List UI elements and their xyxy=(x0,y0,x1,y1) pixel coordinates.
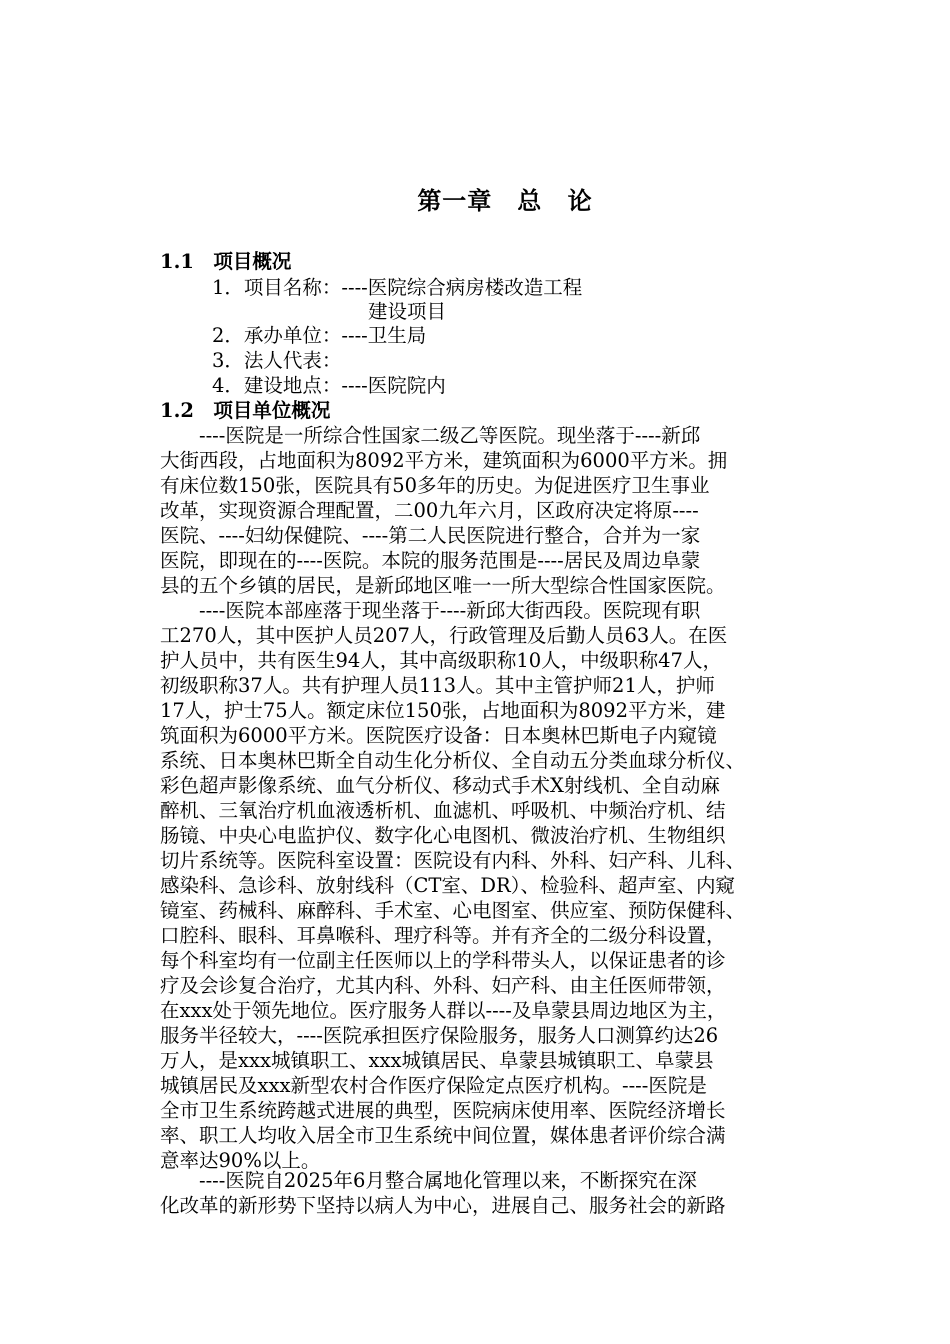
body-line: 疗及会诊复合治疗，尤其内科、外科、妇产科、由主任医师带领， xyxy=(160,974,726,997)
body-line: ----医院是一所综合性国家二级乙等医院。现坐落于----新邱 xyxy=(160,424,701,447)
body-line: 彩色超声影像系统、血气分析仪、移动式手术X射线机、全自动麻 xyxy=(160,774,720,797)
body-line: 镜室、药械科、麻醉科、手术室、心电图室、供应室、预防保健科、 xyxy=(160,899,746,922)
body-line: 护人员中，共有医生94人，其中高级职称10人，中级职称47人， xyxy=(160,649,722,672)
body-line: 口腔科、眼科、耳鼻喉科、理疗科等。并有齐全的二级分科设置， xyxy=(160,924,726,947)
body-line: 每个科室均有一位副主任医师以上的学科带头人，以保证患者的诊 xyxy=(160,949,726,972)
item-location: 4．建设地点：----医院院内 xyxy=(212,374,446,397)
body-line: 大街西段，占地面积为8092平方米，建筑面积为6000平方米。拥 xyxy=(160,449,728,472)
body-line: 全市卫生系统跨越式进展的典型，医院病床使用率、医院经济增长 xyxy=(160,1099,726,1122)
body-line: 17人，护士75人。额定床位150张，占地面积为8092平方米，建 xyxy=(160,699,726,722)
body-line: 醉机、三氧治疗机血液透析机、血滤机、呼吸机、中频治疗机、结 xyxy=(160,799,726,822)
body-line: 率、职工人均收入居全市卫生系统中间位置，媒体患者评价综合满 xyxy=(160,1124,726,1147)
item-project-name-cont: 建设项目 xyxy=(368,300,447,323)
body-line: 城镇居民及xxx新型农村合作医疗保险定点医疗机构。----医院是 xyxy=(160,1074,707,1097)
body-line: 切片系统等。医院科室设置：医院设有内科、外科、妇产科、儿科、 xyxy=(160,849,746,872)
body-line: 初级职称37人。共有护理人员113人。其中主管护师21人，护师 xyxy=(160,674,715,697)
item-organizer: 2．承办单位：----卫生局 xyxy=(212,324,427,347)
body-line: 化改革的新形势下坚持以病人为中心，进展自己、服务社会的新路 xyxy=(160,1194,726,1217)
body-line: 感染科、急诊科、放射线科（CT室、DR）、检验科、超声室、内窥 xyxy=(160,874,735,897)
section-heading-1-1: 1.1 项目概况 xyxy=(160,250,292,273)
chapter-title: 第一章 总 论 xyxy=(417,186,593,215)
body-line: 万人，是xxx城镇职工、xxx城镇居民、阜蒙县城镇职工、阜蒙县 xyxy=(160,1049,714,1072)
item-project-name: 1．项目名称：----医院综合病房楼改造工程 xyxy=(212,276,583,299)
body-line: 意率达90%以上。 xyxy=(160,1149,321,1172)
body-line: 肠镜、中央心电监护仪、数字化心电图机、微波治疗机、生物组织 xyxy=(160,824,726,847)
body-line: 有床位数150张，医院具有50多年的历史。为促进医疗卫生事业 xyxy=(160,474,710,497)
body-line: 医院、----妇幼保健院、----第二人民医院进行整合，合并为一家 xyxy=(160,524,701,547)
body-line: 筑面积为6000平方米。医院医疗设备：日本奥林巴斯电子内窥镜 xyxy=(160,724,717,747)
body-line: 系统、日本奥林巴斯全自动生化分析仪、全自动五分类血球分析仪、 xyxy=(160,749,746,772)
section-heading-1-2: 1.2 项目单位概况 xyxy=(160,399,331,422)
item-legal-rep: 3．法人代表： xyxy=(212,349,342,372)
body-line: 改革，实现资源合理配置，二00九年六月，区政府决定将原---- xyxy=(160,499,699,522)
body-line: 服务半径较大，----医院承担医疗保险服务，服务人口测算约达26 xyxy=(160,1024,719,1047)
body-line: 工270人，其中医护人员207人，行政管理及后勤人员63人。在医 xyxy=(160,624,728,647)
body-line: 医院，即现在的----医院。本院的服务范围是----居民及周边阜蒙 xyxy=(160,549,701,572)
body-line: ----医院自2025年6月整合属地化管理以来，不断探究在深 xyxy=(160,1169,697,1192)
body-line: 在xxx处于领先地位。医疗服务人群以----及阜蒙县周边地区为主， xyxy=(160,999,727,1022)
body-line: 县的五个乡镇的居民，是新邱地区唯一一所大型综合性国家医院。 xyxy=(160,574,726,597)
body-line: ----医院本部座落于现坐落于----新邱大街西段。医院现有职 xyxy=(160,599,701,622)
